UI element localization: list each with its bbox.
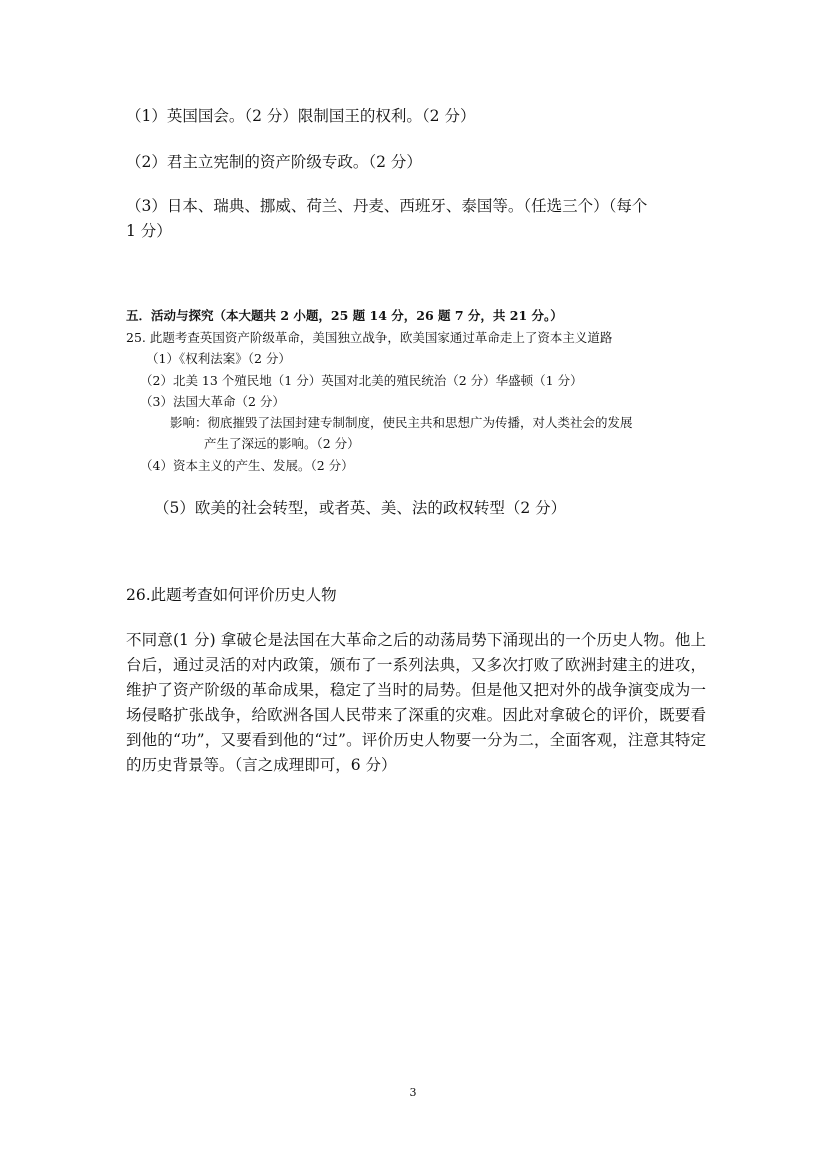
section-5-heading: 五．活动与探究（本大题共 2 小题，25 题 14 分，26 题 7 分，共 21 分。）: [126, 308, 563, 323]
q26-answer: 不同意(1 分) 拿破仑是法国在大革命之后的动荡局势下涌现出的一个历史人物。他上台后，通过灵活的对内政策，颁布了一系列法典，又多次打败了欧洲封建主的进攻，维护了资产阶级的革命成果，稳定了当时的局势。但是他又把对外的战争演变成为一场侵略扩张战争，给欧洲各国人民带来了深重的灾难。因此对拿破仑的评价，既要看到他的“功”，又要看到他的“过”。评价历史人物要一分为二，全面客观，注意其特定的历史背景等。（言之成理即可，6 分）: [126, 631, 706, 774]
q25-intro: 25. 此题考查英国资产阶级革命，美国独立战争，欧美国家通过革命走上了资本主义道路: [126, 330, 613, 345]
prev-answer-2: （2）君主立宪制的资产阶级专政。（2 分）: [126, 153, 422, 171]
q25-answer-4: （4）资本主义的产生、发展。（2 分）: [140, 458, 354, 473]
q25-influence-line2: 产生了深远的影响。（2 分）: [204, 436, 360, 451]
q25-answer-5: （5）欧美的社会转型，或者英、美、法的政权转型（2 分）: [154, 499, 567, 517]
page-number: 3: [409, 1086, 417, 1099]
q25-answer-2: （2）北美 13 个殖民地（1 分）英国对北美的殖民统治（2 分）华盛顿（1 分）: [140, 373, 583, 388]
q25-influence-line1: 影响：彻底摧毁了法国封建专制制度，使民主共和思想广为传播，对人类社会的发展: [170, 415, 633, 430]
q25-answer-1: （1）《权利法案》（2 分）: [146, 351, 291, 366]
prev-answer-3-line2: 1 分）: [126, 222, 172, 240]
q25-answer-3: （3）法国大革命（2 分）: [140, 394, 285, 409]
q26-intro: 26.此题考查如何评价历史人物: [126, 586, 337, 604]
prev-answer-1: （1）英国国会。（2 分）限制国王的权利。（2 分）: [126, 107, 476, 125]
prev-answer-3-line1: （3）日本、瑞典、挪威、荷兰、丹麦、西班牙、泰国等。（任选三个）（每个: [126, 197, 648, 215]
